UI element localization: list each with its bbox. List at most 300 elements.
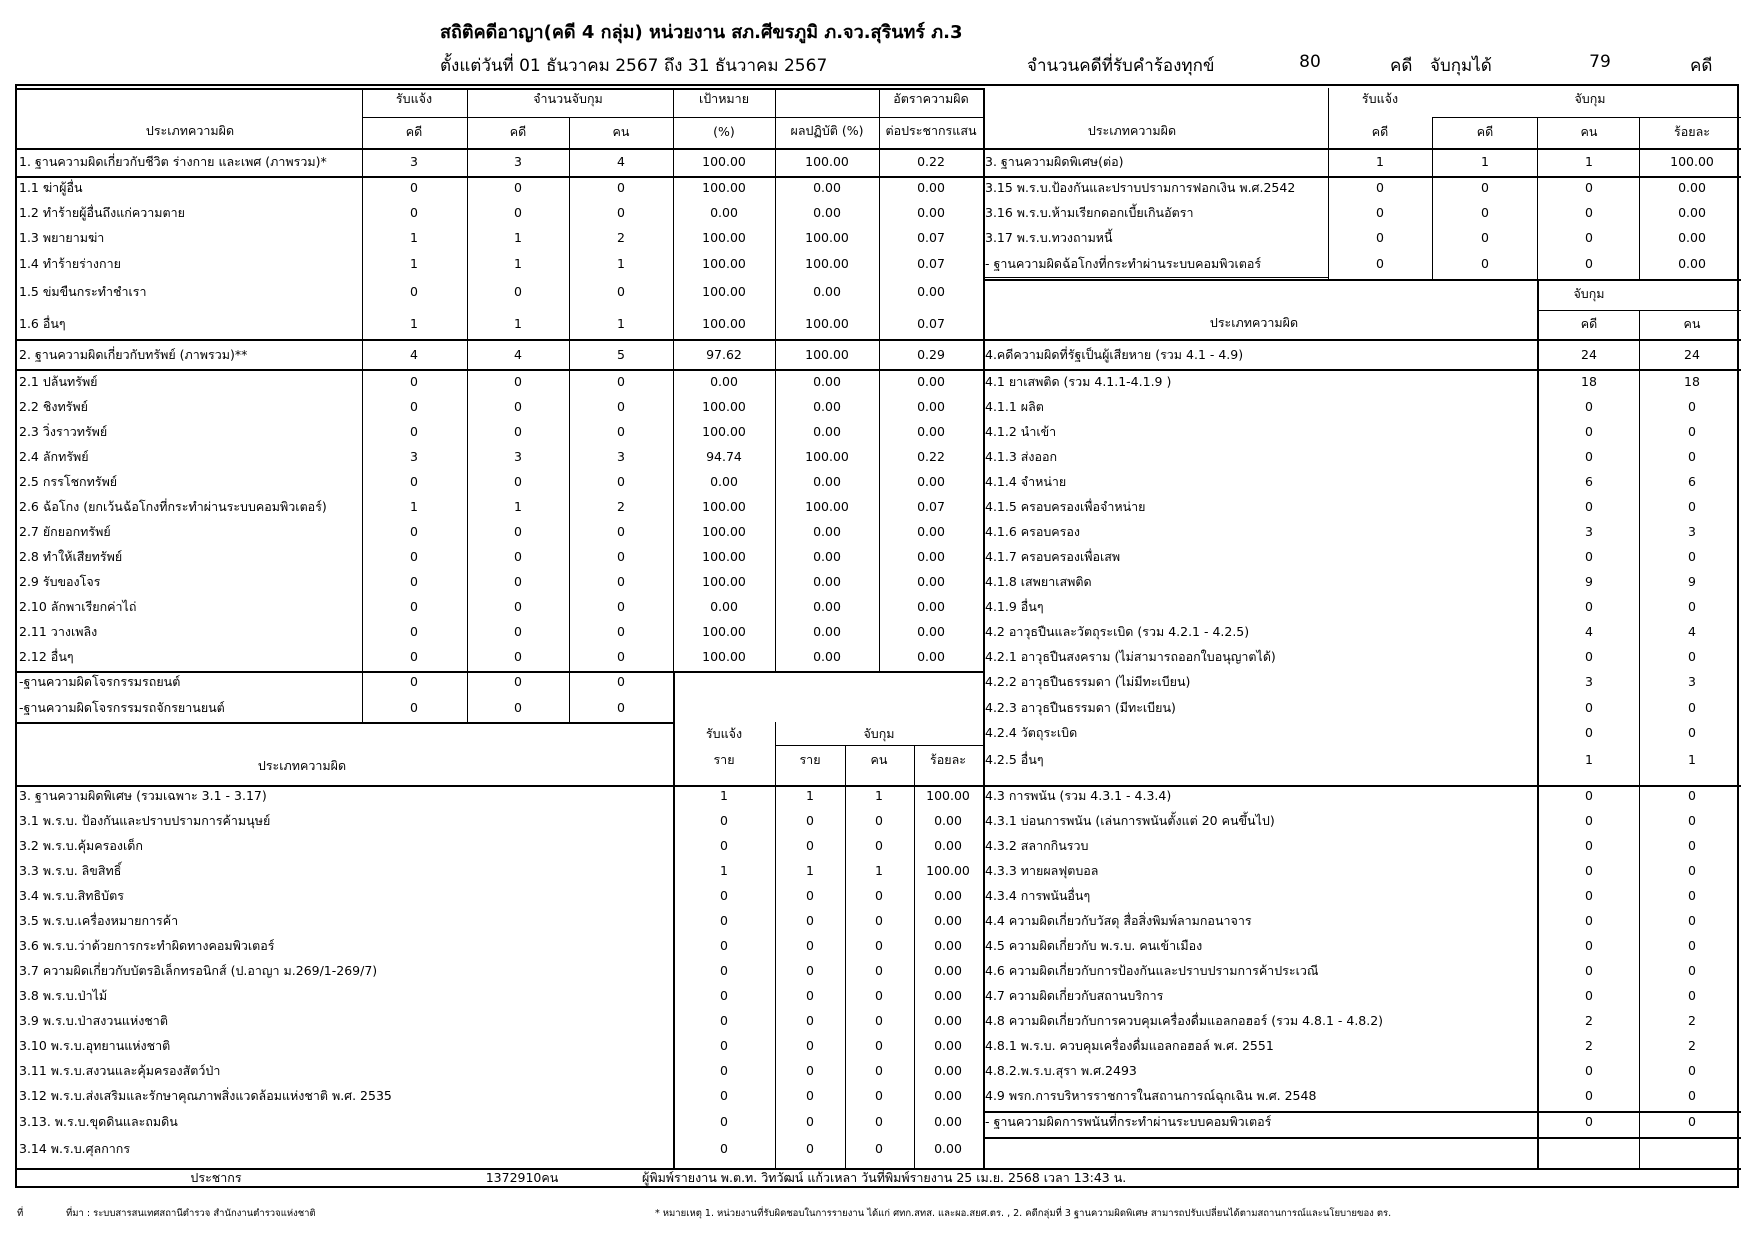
offense-name: 4.8.2.พ.ร.บ.สุรา พ.ศ.2493 — [985, 1063, 1137, 1078]
cell-value: 0 — [1688, 1088, 1696, 1103]
cell-value: 0 — [1688, 838, 1696, 853]
cell-value: 0 — [1481, 256, 1489, 271]
offense-name: 3.1 พ.ร.บ. ป้องกันและปราบปรามการค้ามนุษย์ — [19, 813, 271, 828]
cell-value: 0 — [875, 988, 883, 1003]
cell-value: 0 — [514, 474, 522, 489]
offense-name: 3.8 พ.ร.บ.ป่าไม้ — [19, 988, 108, 1003]
grid-line — [1639, 310, 1640, 1168]
cell-value: 0 — [1688, 599, 1696, 614]
cell-value: 0 — [1585, 180, 1593, 195]
cell-value: 0 — [514, 599, 522, 614]
cell-value: 0 — [875, 1063, 883, 1078]
cell-value: 0 — [720, 938, 728, 953]
cell-value: 0 — [720, 1038, 728, 1053]
cell-value: 2 — [1585, 1038, 1593, 1053]
header-cases: คดี — [1371, 124, 1389, 139]
summary-cases-label: จำนวนคดีที่รับคำร้องทุกข์ — [1027, 56, 1215, 76]
cell-value: 0 — [1688, 988, 1696, 1003]
offense-name: 4.3 การพนัน (รวม 4.3.1 - 4.3.4) — [985, 788, 1172, 803]
cell-value: 0 — [1585, 1114, 1593, 1129]
cell-value: 0.00 — [917, 524, 945, 539]
cell-value: 0 — [720, 888, 728, 903]
cell-value: 0 — [1585, 205, 1593, 220]
offense-name: 3.2 พ.ร.บ.คุ้มครองเด็ก — [19, 838, 143, 853]
header-reported: รับแจ้ง — [1361, 91, 1399, 106]
cell-value: 0 — [514, 284, 522, 299]
cell-value: 1 — [806, 788, 814, 803]
offense-name: - ฐานความผิดฉ้อโกงที่กระทำผ่านระบบคอมพิวเตอร์ — [985, 256, 1262, 271]
cell-value: 0 — [1585, 599, 1593, 614]
cell-value: 100.00 — [805, 316, 849, 331]
cell-value: 2 — [617, 499, 625, 514]
cell-value: 1 — [410, 230, 418, 245]
cell-value: 0 — [1585, 424, 1593, 439]
cell-value: 3 — [410, 154, 418, 169]
offense-name: 1.4 ทำร้ายร่างกาย — [19, 256, 121, 271]
cell-value: 9 — [1688, 574, 1696, 589]
offense-name: 1.1 ฆ่าผู้อื่น — [19, 180, 83, 195]
cell-value: 0 — [410, 180, 418, 195]
offense-name: 4.3.4 การพนันอื่นๆ — [985, 888, 1091, 903]
cell-value: 100.00 — [926, 788, 970, 803]
cell-value: 1 — [1585, 752, 1593, 767]
cell-value: 0 — [806, 1063, 814, 1078]
cell-value: 0 — [806, 938, 814, 953]
cell-value: 100.00 — [702, 549, 746, 564]
grid-line — [362, 88, 363, 722]
cell-value: 97.62 — [706, 347, 742, 362]
cell-value: 0 — [875, 913, 883, 928]
cell-value: 100.00 — [702, 256, 746, 271]
cell-value: 3 — [1688, 674, 1696, 689]
grid-line — [673, 785, 983, 787]
cell-value: 0 — [617, 399, 625, 414]
cell-value: 100.00 — [702, 284, 746, 299]
cell-value: 0 — [720, 1114, 728, 1129]
grid-line — [845, 745, 846, 1168]
offense-name: 4.2.1 อาวุธปืนสงคราม (ไม่สามารถออกใบอนุญาตได้) — [985, 649, 1276, 664]
header-cases: คดี — [509, 124, 527, 139]
offense-name: 3.3 พ.ร.บ. ลิขสิทธิ์ — [19, 863, 122, 878]
cell-value: 0.00 — [813, 374, 841, 389]
grid-line — [983, 279, 1741, 281]
cell-value: 4 — [1688, 624, 1696, 639]
cell-value: 0.00 — [710, 599, 738, 614]
cell-value: 0 — [1585, 963, 1593, 978]
offense-name: - ฐานความผิดการพนันที่กระทำผ่านระบบคอมพิวเตอร์ — [985, 1114, 1272, 1129]
grid-line — [983, 176, 1741, 178]
grid-line — [673, 88, 674, 741]
offense-name: 4.6 ความผิดเกี่ยวกับการป้องกันและปราบปรามการค้าประเวณี — [985, 963, 1319, 978]
cell-value: 0 — [410, 674, 418, 689]
cell-value: 100.00 — [702, 524, 746, 539]
cell-value: 0 — [806, 1141, 814, 1156]
cell-value: 0 — [617, 549, 625, 564]
cell-value: 0 — [617, 649, 625, 664]
cell-value: 100.00 — [805, 230, 849, 245]
cell-value: 3 — [1585, 674, 1593, 689]
offense-name: 2.8 ทำให้เสียทรัพย์ — [19, 549, 123, 564]
offense-name: 1.3 พยายามฆ่า — [19, 230, 105, 245]
grid-line — [983, 1111, 1741, 1113]
cell-value: 0 — [806, 1038, 814, 1053]
grid-line — [775, 722, 776, 1168]
offense-name: 2.1 ปล้นทรัพย์ — [19, 374, 98, 389]
cell-value: 0.00 — [1678, 180, 1706, 195]
header-arrest: จับกุม — [863, 726, 895, 741]
grid-line — [1537, 279, 1539, 1168]
cell-value: 18 — [1581, 374, 1597, 389]
cell-value: 0.00 — [813, 284, 841, 299]
offense-name: 4.8 ความผิดเกี่ยวกับการควบคุมเครื่องดื่มแอลกอฮอร์ (รวม 4.8.1 - 4.8.2) — [985, 1013, 1384, 1028]
cell-value: 0 — [1585, 549, 1593, 564]
grid-line — [914, 745, 915, 1168]
offense-name: 4.1 ยาเสพติด (รวม 4.1.1-4.1.9 ) — [985, 374, 1172, 389]
cell-value: 0 — [1688, 938, 1696, 953]
cell-value: 0 — [410, 649, 418, 664]
cell-value: 0 — [1585, 863, 1593, 878]
offense-name: 4.2.2 อาวุธปืนธรรมดา (ไม่มีทะเบียน) — [985, 674, 1191, 689]
cell-value: 0 — [1585, 449, 1593, 464]
summary-unit: คดี — [1690, 56, 1713, 76]
offense-name: 4.1.4 จำหน่าย — [985, 474, 1067, 489]
offense-name: 3. ฐานความผิดพิเศษ(ต่อ) — [985, 154, 1124, 169]
cell-value: 0 — [1585, 649, 1593, 664]
cell-value: 0.00 — [917, 549, 945, 564]
cell-value: 0 — [720, 963, 728, 978]
cell-value: 0.00 — [813, 574, 841, 589]
cell-value: 3 — [514, 449, 522, 464]
summary-arrest-value: 79 — [1589, 52, 1611, 72]
cell-value: 0 — [1688, 888, 1696, 903]
offense-name: 4.2.4 วัตถุระเบิด — [985, 725, 1078, 740]
grid-line — [673, 117, 983, 118]
offense-name: 4.1.5 ครอบครองเพื่อจำหน่าย — [985, 499, 1146, 514]
cell-value: 1 — [806, 863, 814, 878]
cell-value: 0.00 — [813, 599, 841, 614]
cell-value: 0 — [1376, 180, 1384, 195]
cell-value: 94.74 — [706, 449, 742, 464]
offense-name: 4.9 พรก.การบริหารราชการในสถานการณ์ฉุกเฉิน พ.ศ. 2548 — [985, 1088, 1317, 1103]
offense-name: 4.7 ความผิดเกี่ยวกับสถานบริการ — [985, 988, 1164, 1003]
header-percent: ร้อยละ — [930, 752, 966, 767]
cell-value: 0.00 — [710, 474, 738, 489]
grid-line — [17, 88, 983, 90]
cell-value: 0 — [875, 963, 883, 978]
cell-value: 0.00 — [1678, 256, 1706, 271]
grid-line — [17, 785, 673, 787]
cell-value: 0 — [1688, 788, 1696, 803]
cell-value: 1 — [514, 499, 522, 514]
cell-value: 100.00 — [702, 624, 746, 639]
cell-value: 0.07 — [917, 499, 945, 514]
header-rate-per-100k: ต่อประชากรแสน — [885, 123, 977, 138]
cell-value: 0.00 — [813, 524, 841, 539]
offense-name: 2.2 ชิงทรัพย์ — [19, 399, 88, 414]
cell-value: 0.00 — [813, 649, 841, 664]
cell-value: 0 — [617, 674, 625, 689]
cell-value: 0 — [875, 1088, 883, 1103]
grid-line — [983, 1137, 1741, 1139]
cell-value: 0 — [617, 205, 625, 220]
cell-value: 6 — [1585, 474, 1593, 489]
cell-value: 0 — [875, 938, 883, 953]
cell-value: 0 — [410, 700, 418, 715]
cell-value: 0.00 — [917, 624, 945, 639]
cell-value: 0 — [1585, 256, 1593, 271]
cell-value: 3 — [1585, 524, 1593, 539]
cell-value: 2 — [617, 230, 625, 245]
cell-value: 0.00 — [934, 1063, 962, 1078]
cell-value: 0.00 — [917, 180, 945, 195]
offense-name: 4.2.5 อื่นๆ — [985, 752, 1044, 767]
cell-value: 0 — [617, 180, 625, 195]
printer-info: ผู้พิมพ์รายงาน พ.ต.ท. วิทวัฒน์ แก้วเหลา วันที่พิมพ์รายงาน 25 เม.ย. 2568 เวลา 13:43 น. — [642, 1170, 1127, 1185]
grid-line — [983, 785, 1741, 787]
cell-value: 4 — [617, 154, 625, 169]
cell-value: 0.00 — [813, 549, 841, 564]
cell-value: 0 — [806, 813, 814, 828]
cell-value: 0 — [875, 1038, 883, 1053]
header-arrest: จับกุม — [1573, 286, 1605, 301]
header-cases: คดี — [1580, 316, 1598, 331]
offense-name: 4.1.7 ครอบครองเพื่อเสพ — [985, 549, 1121, 564]
cell-value: 0 — [720, 988, 728, 1003]
offense-name: 4.คดีความผิดที่รัฐเป็นผู้เสียหาย (รวม 4.1 - 4.9) — [985, 347, 1244, 362]
cell-value: 100.00 — [702, 230, 746, 245]
cell-value: 0 — [1688, 963, 1696, 978]
cell-value: 4 — [1585, 624, 1593, 639]
cell-value: 100.00 — [805, 154, 849, 169]
cell-value: 0 — [1585, 499, 1593, 514]
cell-value: 0.00 — [934, 1038, 962, 1053]
cell-value: 0 — [1585, 838, 1593, 853]
offense-name: 4.1.3 ส่งออก — [985, 449, 1058, 464]
cell-value: 0 — [617, 474, 625, 489]
cell-value: 1 — [514, 316, 522, 331]
cell-value: 0 — [617, 284, 625, 299]
remark-note: * หมายเหตุ 1. หน่วยงานที่รับผิดชอบในการรายงาน ได้แก่ ศทก.สทส. และผอ.สยศ.ตร. , 2. คดีกลุ่มที่ 3 ฐานความผิดพิเศษ สามารถปรับเปลี่ยนได้ตามสถานการณ์และนโยบายของ ตร. — [655, 1208, 1392, 1219]
cell-value: 1 — [875, 788, 883, 803]
cell-value: 0 — [806, 888, 814, 903]
header-percent: ร้อยละ — [1674, 124, 1710, 139]
header-cases: ราย — [799, 752, 821, 767]
cell-value: 24 — [1581, 347, 1597, 362]
cell-value: 0 — [1585, 700, 1593, 715]
cell-value: 0.00 — [934, 1141, 962, 1156]
cell-value: 0.00 — [934, 838, 962, 853]
grid-line — [569, 117, 570, 722]
cell-value: 3 — [410, 449, 418, 464]
cell-value: 1 — [617, 316, 625, 331]
cell-value: 0 — [1585, 988, 1593, 1003]
offense-name: 4.3.1 บ่อนการพนัน (เล่นการพนันตั้งแต่ 20 คนขึ้นไป) — [985, 813, 1275, 828]
cell-value: 0.00 — [813, 624, 841, 639]
cell-value: 1 — [1585, 154, 1593, 169]
offense-name: 3.6 พ.ร.บ.ว่าด้วยการกระทำผิดทางคอมพิวเตอร์ — [19, 938, 275, 953]
cell-value: 0 — [720, 838, 728, 853]
cell-value: 1 — [410, 256, 418, 271]
grid-line — [362, 117, 673, 118]
cell-value: 0 — [410, 624, 418, 639]
cell-value: 100.00 — [805, 449, 849, 464]
cell-value: 0.00 — [1678, 205, 1706, 220]
cell-value: 0.00 — [917, 374, 945, 389]
cell-value: 0.00 — [813, 474, 841, 489]
cell-value: 0 — [1376, 230, 1384, 245]
cell-value: 0 — [1376, 205, 1384, 220]
header-cases: คดี — [405, 124, 423, 139]
cell-value: 100.00 — [926, 863, 970, 878]
cell-value: 0.00 — [813, 399, 841, 414]
cell-value: 100.00 — [1670, 154, 1714, 169]
offense-name: 2.4 ลักทรัพย์ — [19, 449, 89, 464]
offense-name: 4.5 ความผิดเกี่ยวกับ พ.ร.บ. คนเข้าเมือง — [985, 938, 1203, 953]
report-period: ตั้งแต่วันที่ 01 ธันวาคม 2567 ถึง 31 ธันวาคม 2567 — [440, 56, 828, 76]
cell-value: 0.00 — [934, 913, 962, 928]
offense-name: 1.6 อื่นๆ — [19, 316, 66, 331]
cell-value: 0 — [514, 180, 522, 195]
header-persons: คน — [1683, 316, 1701, 331]
cell-value: 0 — [1688, 499, 1696, 514]
cell-value: 0 — [617, 524, 625, 539]
cell-value: 3 — [617, 449, 625, 464]
cell-value: 0 — [1585, 1063, 1593, 1078]
report-title: สถิติคดีอาญา(คดี 4 กลุ่ม) หน่วยงาน สภ.ศีขรภูมิ ภ.จว.สุรินทร์ ภ.3 — [440, 22, 963, 43]
offense-name: 3.10 พ.ร.บ.อุทยานแห่งชาติ — [19, 1038, 171, 1053]
cell-value: 3 — [514, 154, 522, 169]
cell-value: 6 — [1688, 474, 1696, 489]
cell-value: 1 — [720, 788, 728, 803]
offense-name: -ฐานความผิดโจรกรรมรถยนต์ — [19, 674, 181, 689]
offense-name: 3.11 พ.ร.บ.สงวนและคุ้มครองสัตว์ป่า — [19, 1063, 221, 1078]
offense-name: 4.3.2 สลากกินรวบ — [985, 838, 1089, 853]
cell-value: 0 — [617, 624, 625, 639]
grid-line — [1432, 117, 1433, 279]
cell-value: 0 — [1688, 700, 1696, 715]
cell-value: 0 — [1585, 788, 1593, 803]
cell-value: 0 — [806, 1088, 814, 1103]
cell-value: 0 — [720, 1063, 728, 1078]
cell-value: 0.00 — [917, 474, 945, 489]
grid-line — [879, 88, 880, 671]
cell-value: 0 — [617, 574, 625, 589]
cell-value: 0.00 — [934, 988, 962, 1003]
cell-value: 0 — [514, 624, 522, 639]
cell-value: 0 — [514, 374, 522, 389]
offense-name: 3.5 พ.ร.บ.เครื่องหมายการค้า — [19, 913, 179, 928]
cell-value: 1 — [1688, 752, 1696, 767]
cell-value: 0 — [1688, 449, 1696, 464]
cell-value: 18 — [1684, 374, 1700, 389]
cell-value: 0 — [1688, 424, 1696, 439]
cell-value: 1 — [875, 863, 883, 878]
offense-name: 1. ฐานความผิดเกี่ยวกับชีวิต ร่างกาย และเพศ (ภาพรวม)* — [19, 154, 327, 169]
cell-value: 0.00 — [934, 1114, 962, 1129]
header-reported: รับแจ้ง — [395, 91, 433, 106]
cell-value: 0 — [410, 284, 418, 299]
cell-value: 0 — [875, 1141, 883, 1156]
cell-value: 0.00 — [710, 205, 738, 220]
offense-name: 4.8.1 พ.ร.บ. ควบคุมเครื่องดื่มแอลกอฮอล์ พ.ศ. 2551 — [985, 1038, 1274, 1053]
cell-value: 1 — [1376, 154, 1384, 169]
cell-value: 0.00 — [917, 284, 945, 299]
cell-value: 100.00 — [702, 316, 746, 331]
header-target: เป้าหมาย — [698, 91, 750, 106]
grid-line — [17, 671, 983, 673]
offense-name: 3.13. พ.ร.บ.ขุดดินและถมดิน — [19, 1114, 178, 1129]
cell-value: 0 — [1688, 913, 1696, 928]
header-cases: คดี — [1476, 124, 1494, 139]
cell-value: 0 — [410, 474, 418, 489]
cell-value: 0.00 — [917, 574, 945, 589]
offense-name: 2.6 ฉ้อโกง (ยกเว้นฉ้อโกงที่กระทำผ่านระบบคอมพิวเตอร์) — [19, 499, 327, 514]
cell-value: 0 — [1585, 399, 1593, 414]
population-label: ประชากร — [190, 1170, 242, 1185]
cell-value: 1 — [410, 499, 418, 514]
footnote-mark: ที่ — [17, 1208, 24, 1219]
offense-name: 4.1.2 นำเข้า — [985, 424, 1057, 439]
cell-value: 0.00 — [710, 374, 738, 389]
cell-value: 0.00 — [813, 205, 841, 220]
cell-value: 0 — [514, 649, 522, 664]
cell-value: 0 — [875, 888, 883, 903]
cell-value: 0.00 — [934, 938, 962, 953]
cell-value: 0.07 — [917, 316, 945, 331]
cell-value: 0 — [514, 549, 522, 564]
cell-value: 100.00 — [805, 499, 849, 514]
summary-arrest-label: จับกุมได้ — [1430, 56, 1492, 76]
cell-value: 100.00 — [805, 256, 849, 271]
offense-name: 2. ฐานความผิดเกี่ยวกับทรัพย์ (ภาพรวม)** — [19, 347, 248, 362]
cell-value: 0 — [1585, 230, 1593, 245]
cell-value: 0 — [1481, 205, 1489, 220]
cell-value: 4 — [514, 347, 522, 362]
cell-value: 0 — [514, 424, 522, 439]
cell-value: 0 — [1688, 549, 1696, 564]
header-cases: ราย — [713, 752, 735, 767]
summary-cases-value: 80 — [1299, 52, 1321, 72]
offense-name: 3.17 พ.ร.บ.ทวงถามหนี้ — [985, 230, 1113, 245]
grid-line — [983, 369, 1741, 371]
cell-value: 0.00 — [813, 180, 841, 195]
cell-value: 2 — [1585, 1013, 1593, 1028]
cell-value: 2 — [1688, 1013, 1696, 1028]
cell-value: 0 — [1585, 913, 1593, 928]
cell-value: 0 — [720, 813, 728, 828]
cell-value: 0 — [1688, 1063, 1696, 1078]
cell-value: 0 — [1585, 888, 1593, 903]
cell-value: 0.07 — [917, 230, 945, 245]
cell-value: 100.00 — [805, 347, 849, 362]
cell-value: 0 — [806, 963, 814, 978]
cell-value: 0.22 — [917, 154, 945, 169]
cell-value: 0 — [1585, 813, 1593, 828]
cell-value: 100.00 — [702, 574, 746, 589]
offense-name: 3.15 พ.ร.บ.ป้องกันและปราบปรามการฟอกเงิน พ.ศ.2542 — [985, 180, 1296, 195]
cell-value: 0 — [806, 1013, 814, 1028]
cell-value: 0 — [875, 838, 883, 853]
cell-value: 0 — [410, 424, 418, 439]
cell-value: 100.00 — [702, 424, 746, 439]
cell-value: 0 — [617, 424, 625, 439]
cell-value: 100.00 — [702, 649, 746, 664]
grid-line — [17, 339, 983, 341]
grid-line — [1432, 117, 1741, 118]
grid-line — [17, 369, 983, 371]
offense-name: 4.1.6 ครอบครอง — [985, 524, 1080, 539]
cell-value: 0 — [1376, 256, 1384, 271]
